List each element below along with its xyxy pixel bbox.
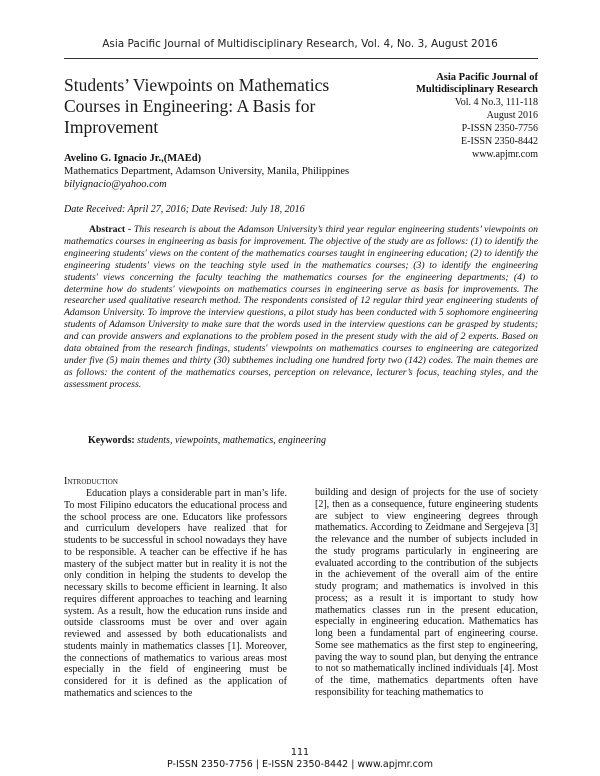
header-rule xyxy=(64,58,538,59)
journal-volume: Vol. 4 No.3, 111-118 xyxy=(454,97,538,108)
page-number: 111 xyxy=(290,747,310,758)
author-email: bilyignacio@yahoo.com xyxy=(64,179,167,190)
journal-pissn: P-ISSN 2350-7756 xyxy=(461,123,538,134)
date-info: Date Received: April 27, 2016; Date Revised: July 18, 2016 xyxy=(64,204,305,215)
abstract-label: Abstract - xyxy=(89,224,132,235)
keywords-text: students, viewpoints, mathematics, engineering xyxy=(137,435,327,446)
section-heading-introduction: Introduction xyxy=(64,476,118,487)
running-header: Asia Pacific Journal of Multidisciplinary Research, Vol. 4, No. 3, August 2016 xyxy=(102,38,498,50)
journal-date: August 2016 xyxy=(486,110,538,121)
journal-info xyxy=(398,72,538,161)
author-block xyxy=(64,152,464,191)
author-name: Avelino G. Ignacio Jr.,(MAEd) xyxy=(64,153,202,164)
abstract xyxy=(64,224,538,391)
keywords xyxy=(88,435,326,446)
abstract-text: This research is about the Adamson University’s third year regular engineering students’ viewpoints on mathematics courses in engineering as basis for improvement. The objective of the study are as follows: (1) to identify the engineering students' views on the content of the mathematics courses taught in engineering education; (2) to identify the engineering students' views on the teaching style used in the mathematics courses; (3) to identify the engineering students' views concerning the faculty teaching the mathematics courses for the engineering departments; (4) to determine how do students' viewpoints on mathematics courses in engineering serve as basis for improvements. The researcher used qualitative research method. The respondents consisted of 12 regular third year engineering students of Adamson University. To improve the interview questions, a pilot study has been conducted with 5 sophomore engineering students of Adamson University to make sure that the words used in the interview questions can be grasped by students; and can provide answers and explanations to the problem posed in the present study with the aid of 2 experts. Based on data obtained from the research findings, students' viewpoints on mathematics courses to engineering are categorized under five (5) main themes and thirty (30) subthemes including one hundred forty two (142) codes. The main themes are as follows: the content of the mathematics courses, perception on relevance, lecturer’s focus, teaching styles, and the assessment process. xyxy=(64,224,538,390)
journal-name-line2: Multidisciplinary Research xyxy=(415,84,538,95)
intro-column-left: Education plays a considerable part in man’s life. To most Filipino educators the educational process and the school process are one. Educators like professors and curriculum developers have realized that for students to be successful in school nowadays they have to be responsible. A teacher can be effective if he has mastery of the subject matter but in reality it is not the only condition in helping the students to develop the necessary skills to become efficient in learning. It also requires different approaches to teaching and learning system. As a result, how the education runs inside and outside classrooms must be over and over again reviewed and assessed by both educationalists and students mainly in mathematics classes [1]. Moreover, the connections of mathematics to various areas most especially in the field of engineering must be considered for it is defined as the application of mathematics and sciences to the xyxy=(64,488,287,699)
author-affiliation: Mathematics Department, Adamson University, Manila, Philippines xyxy=(64,166,350,177)
journal-website: www.apjmr.com xyxy=(471,149,538,160)
intro-column-right: building and design of projects for the use of society [2], then as a consequence, future engineering students are subject to view engineering degrees through mathematics. According to Zeidmane and Sergejeva [3] the relevance and the number of subjects included in the study programs particularly in engineering are evaluated according to the contribution of the subjects in the achievement of the overall aim of the entire study program; and mathematics is involved in this process; as a result it is important to study how mathematics classes run in the present education, especially in engineering education. Mathematics has long been a fundamental part of engineering course. Some see mathematics as the first step to engineering, paving the way to sound plan, but denying the entrance to not so mathematically inclined individuals [4]. Most of the time, mathematics departments often have responsibility for teaching mathematics to xyxy=(315,487,538,698)
keywords-label: Keywords: xyxy=(88,435,135,446)
article-title: Students’ Viewpoints on Mathematics Courses in Engineering: A Basis for Improvement xyxy=(64,75,330,137)
page-footer: P-ISSN 2350-7756 | E-ISSN 2350-8442 | www.apjmr.com xyxy=(167,759,433,770)
journal-eissn: E-ISSN 2350-8442 xyxy=(461,136,538,147)
journal-name-line1: Asia Pacific Journal of xyxy=(436,72,538,83)
